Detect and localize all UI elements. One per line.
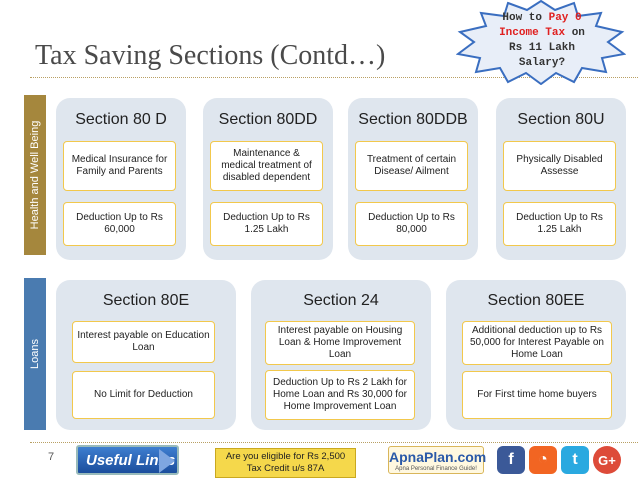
rss-icon[interactable]: ◔: [529, 446, 557, 474]
section-description: Maintenance & medical treatment of disabled dependent: [210, 141, 323, 191]
section-title: Section 80 D: [75, 111, 167, 128]
section-description: Interest payable on Housing Loan & Home Improvement Loan: [265, 321, 415, 365]
section-title: Section 80DDB: [358, 111, 468, 128]
section-deduction: Deduction Up to Rs 2 Lakh for Home Loan and Rs 30,000 for Home Improvement Loan: [265, 370, 415, 420]
section-title: Section 80EE: [487, 292, 585, 309]
google-plus-icon[interactable]: G+: [593, 446, 621, 474]
apnaplan-logo-link[interactable]: [388, 446, 487, 474]
section-description: Interest payable on Education Loan: [72, 321, 215, 363]
health-sidebar-label: Health and Well Being: [29, 120, 41, 230]
loans-sidebar-label: Loans: [29, 339, 41, 369]
useful-links-button[interactable]: [76, 445, 179, 475]
section-deduction: No Limit for Deduction: [72, 371, 215, 419]
section-deduction: Deduction Up to Rs 1.25 Lakh: [210, 202, 323, 246]
eligibility-link[interactable]: Are you eligible for Rs 2,500 Tax Credit u/s 87A: [215, 448, 356, 478]
apnaplan-logo: ApnaPlan.com: [389, 449, 487, 465]
section-title: Section 80E: [102, 292, 190, 309]
loans-sidebar: [24, 278, 46, 430]
twitter-icon[interactable]: t: [561, 446, 589, 474]
apnaplan-tagline: Apna Personal Finance Guide!: [395, 466, 477, 472]
section-description: Physically Disabled Assesse: [503, 141, 616, 191]
section-description: Additional deduction up to Rs 50,000 for Interest Payable on Home Loan: [462, 321, 612, 365]
useful-links-label: Useful Links: [86, 451, 176, 469]
page-number: 7: [48, 451, 55, 463]
section-deduction: Deduction Up to Rs 80,000: [355, 202, 468, 246]
section-title: Section 24: [303, 292, 379, 309]
section-title: Section 80DD: [218, 111, 318, 128]
badge-text[interactable]: How to Pay 0 Income Tax on Rs 11 Lakh Salary?: [499, 12, 585, 69]
section-deduction: Deduction Up to Rs 60,000: [63, 202, 176, 246]
section-description: Treatment of certain Disease/ Ailment: [355, 141, 468, 191]
section-deduction: Deduction Up to Rs 1.25 Lakh: [503, 202, 616, 246]
arrow-right-icon: [159, 449, 175, 473]
page-title: Tax Saving Sections (Contd…): [35, 40, 386, 71]
section-description: Medical Insurance for Family and Parents: [63, 141, 176, 191]
section-deduction: For First time home buyers: [462, 371, 612, 419]
footer-divider: [30, 442, 638, 443]
facebook-icon[interactable]: f: [497, 446, 525, 474]
section-title: Section 80U: [517, 111, 605, 128]
health-sidebar: [24, 95, 46, 255]
